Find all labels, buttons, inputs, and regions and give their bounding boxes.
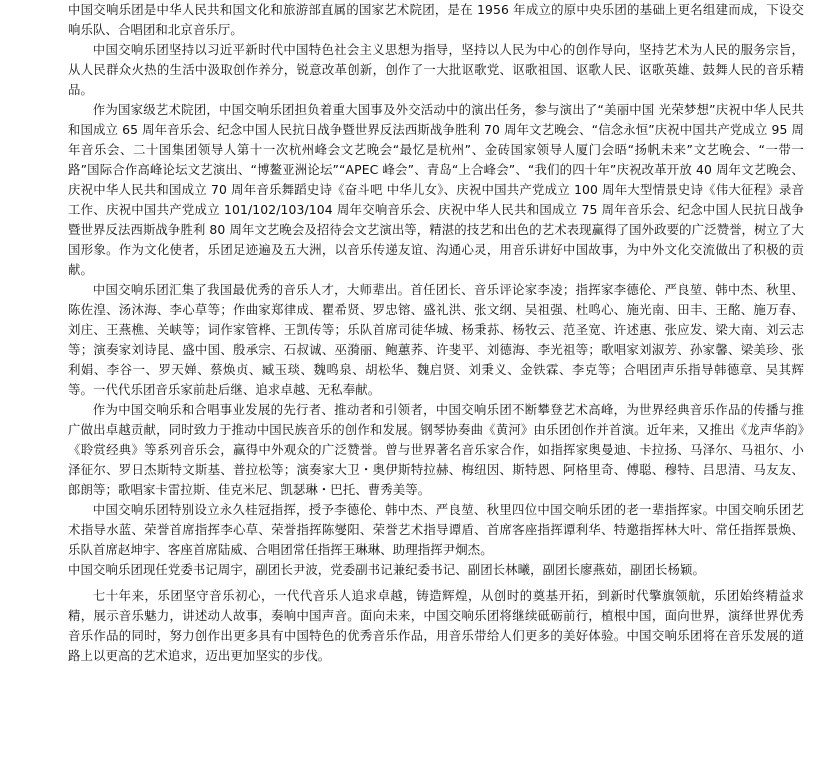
paragraph-intro: 中国交响乐团是中华人民共和国文化和旅游部直属的国家艺术院团，是在 1956 年成立的原中央乐团的基础上更名组建而成，下设交响乐队、合唱团和北京音乐厅。: [68, 2, 804, 37]
document-body: [68, 0, 804, 666]
paragraph-mission: 中国交响乐团坚持以习近平新时代中国特色社会主义思想为指导，坚持以人民为中心的创作导向，坚持艺术为人民的服务宗旨，从人民群众火热的生活中汲取创作养分，锐意改革创新，创作了一大批讴歌党、讴歌祖国、讴歌人民、讴歌英雄、鼓舞人民的音乐精品。: [68, 42, 804, 97]
paragraph-conductors: 中国交响乐团特别设立永久桂冠指挥，授予李德伦、韩中杰、严良堃、秋里四位中国交响乐团的老一辈指挥家。中国交响乐团艺术指导水蓝、荣誉首席指挥李心草、荣誉指挥陈燮阳、荣誉艺术指导谭盾、首席客座指挥谭利华、特邀指挥林大叶、常任指挥景焕、乐队首席赵坤宇、客座首席陆威、合唱团常任指挥王琳琳、助理指挥尹炯杰。: [68, 502, 804, 557]
paragraph-leadership: 中国交响乐团现任党委书记周宇，副团长尹波，党委副书记兼纪委书记、副团长林曦，副团长廖燕茹，副团长杨颖。: [68, 562, 706, 577]
paragraph-outlook: 七十年来，乐团坚守音乐初心，一代代音乐人追求卓越，铸造辉煌，从创时的奠基开拓，到新时代擎旗领航，乐团始终精益求精，展示音乐魅力，讲述动人故事，奏响中国声音。面向未来，中国交响乐团将继续砥砺前行，植根中国，面向世界，演绎世界优秀音乐作品的同时，努力创作出更多具有中国特色的优秀音乐作品，用音乐带给人们更多的美好体验。中国交响乐团将在音乐发展的道路上以更高的艺术追求，迈出更加坚实的步伐。: [68, 588, 804, 663]
paragraph-repertoire: 作为中国交响乐和合唱事业发展的先行者、推动者和引领者，中国交响乐团不断攀登艺术高峰，为世界经典音乐作品的传播与推广做出卓越贡献，同时致力于推动中国民族音乐的创作和发展。钢琴协奏曲《黄河》由乐团创作并首演。近年来，又推出《龙声华韵》《聆赏经典》等系列音乐会，赢得中外观众的广泛赞誉。曾与世界著名音乐家合作，如指挥家奥曼迪、卡拉扬、马泽尔、马祖尔、小泽征尔、罗日杰斯特文斯基、普拉松等；演奏家大卫・奥伊斯特拉赫、梅纽因、斯特恩、阿格里奇、傅聪、穆特、吕思清、马友友、郎朗等；歌唱家卡雷拉斯、佳克米尼、凯瑟琳・巴托、曹秀美等。: [68, 402, 804, 497]
paragraph-musicians: 中国交响乐团汇集了我国最优秀的音乐人才，大师辈出。首任团长、音乐评论家李凌；指挥家李德伦、严良堃、韩中杰、秋里、陈佐湟、汤沐海、李心草等；作曲家郑律成、瞿希贤、罗忠镕、盛礼洪、张文纲、吴祖强、杜鸣心、施光南、田丰、王酩、施万春、刘庄、王燕樵、关峡等；词作家管桦、王凯传等；乐队首席司徒华城、杨秉荪、杨牧云、范圣宽、许述惠、张应发、梁大南、刘云志等；演奏家刘诗昆、盛中国、殷承宗、石叔诚、巫漪丽、鲍蕙荞、许斐平、刘德海、李光祖等；歌唱家刘淑芳、孙家馨、梁美珍、张利娟、李谷一、罗天婵、蔡焕贞、臧玉琰、魏鸣泉、胡松华、魏启贤、刘秉义、金铁霖、李克等；合唱团声乐指导韩德章、吴其辉等。一代代乐团音乐家前赴后继、追求卓越、无私奉献。: [68, 282, 804, 397]
paragraph-performances: 作为国家级艺术院团，中国交响乐团担负着重大国事及外交活动中的演出任务，参与演出了“美丽中国 光荣梦想”庆祝中华人民共和国成立 65 周年音乐会、纪念中国人民抗日战争暨世界反法西斯战争胜利 70 周年文艺晚会、“信念永恒”庆祝中国共产党成立 95 周年音乐会、二十国集团领导人第十一次杭州峰会文艺晚会“最忆是杭州”、金砖国家领导人厦门会晤“扬帆未来”文艺晚会、“一带一路”国际合作高峰论坛文艺演出、“博鳌亚洲论坛”“APEC 峰会”、青岛“上合峰会”、“我们的四十年”庆祝改革开放 40 周年文艺晚会、庆祝中华人民共和国成立 70 周年音乐舞蹈史诗《奋斗吧 中华儿女》、庆祝中国共产党成立 100 周年大型情景史诗《伟大征程》录音工作、庆祝中国共产党成立 101/102/103/104 周年交响音乐会、庆祝中华人民共和国成立 75 周年音乐会、纪念中国人民抗日战争暨世界反法西斯战争胜利 80 周年文艺晚会及招待会文艺演出等，精湛的技艺和出色的艺术表现赢得了国外政要的广泛赞誉，树立了大国形象。作为文化使者，乐团足迹遍及五大洲，以音乐传递友谊、沟通心灵，用音乐讲好中国故事，为中外文化交流做出了积极的贡献。: [68, 102, 805, 277]
